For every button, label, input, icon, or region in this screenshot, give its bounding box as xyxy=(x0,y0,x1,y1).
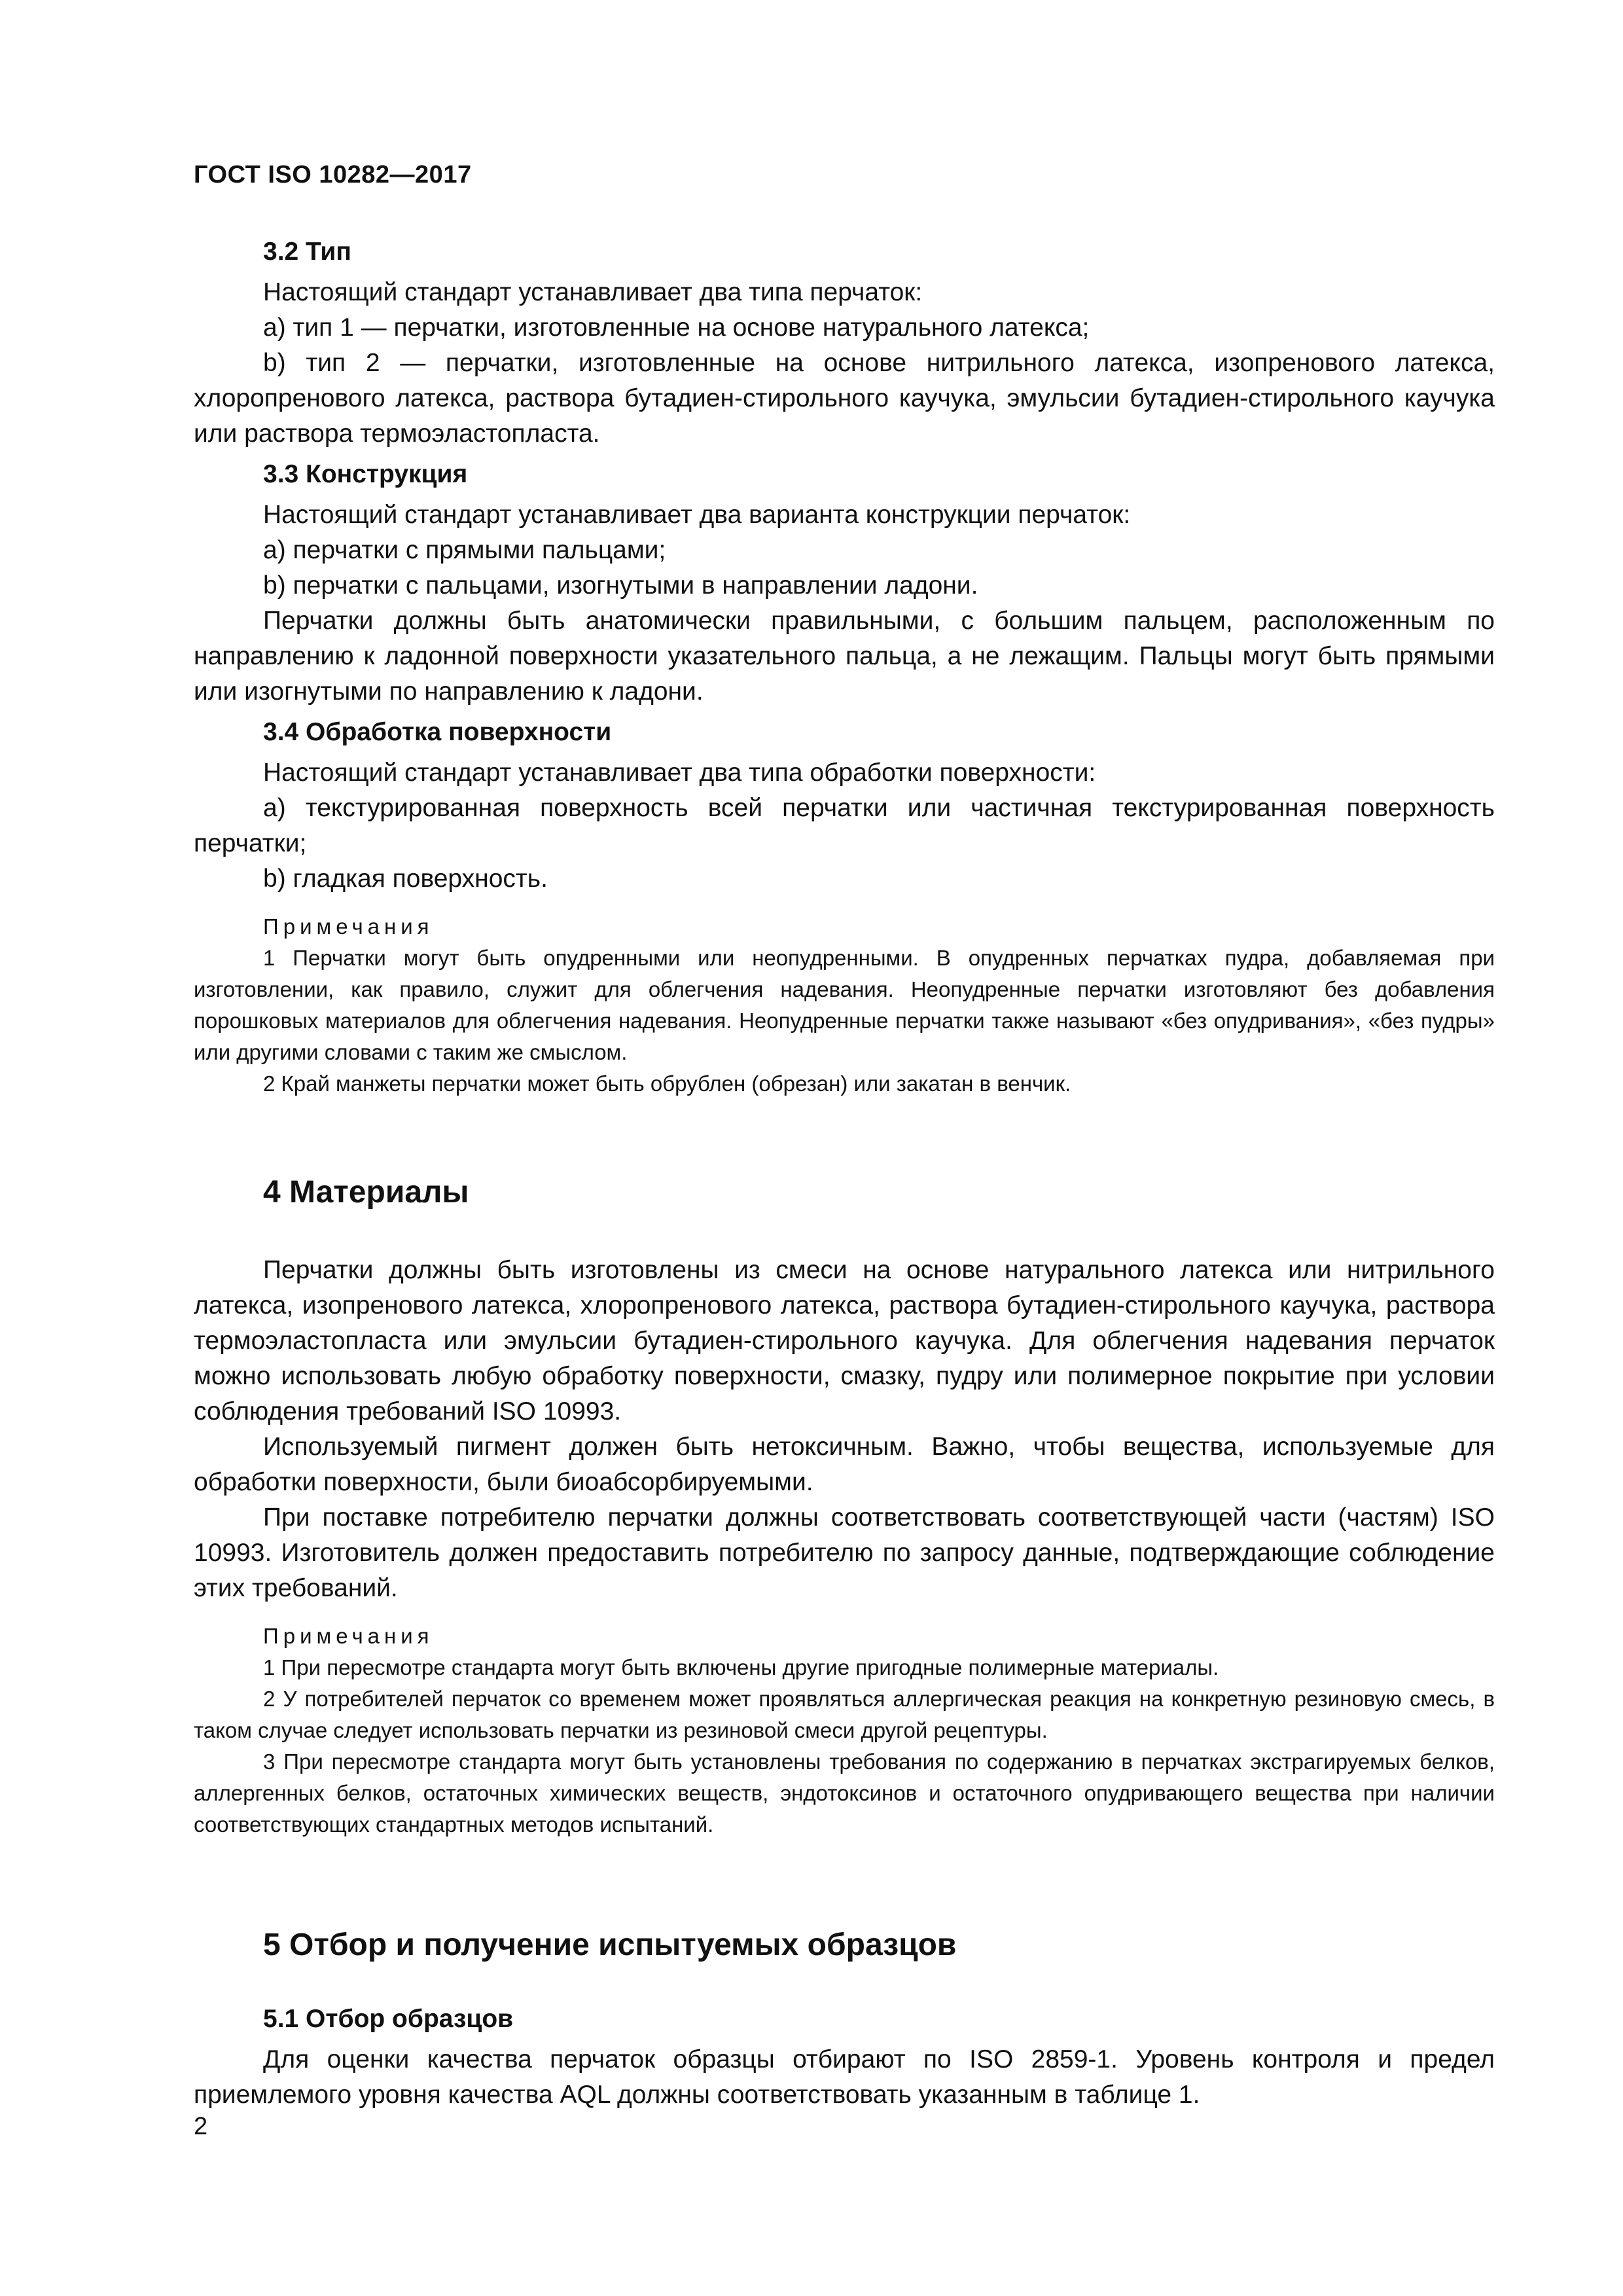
paragraph: Для оценки качества перчаток образцы отбирают по ISO 2859-1. Уровень контроля и предел приемлемого уровня качества AQL должны соответствовать указанным в таблице 1. xyxy=(194,2045,1495,2109)
list-item: a) тип 1 — перчатки, изготовленные на основе натурального латекса; xyxy=(263,314,1090,342)
paragraph: Перчатки должны быть изготовлены из смеси на основе натурального латекса или нитрильного латекса, изопренового латекса, хлоропренового латекса, раствора бутадиен-стирольного каучука, раствора термоэластопласта или эмульсии бутадиен-стирольного каучука. Для облегчения надевания перчаток можно использовать любую обработку поверхности, смазку, пудру или полимерное покрытие при условии соблюдения требований ISO 10993. xyxy=(194,1256,1495,1426)
note-item: 2 Край манжеты перчатки может быть обрублен (обрезан) или закатан в венчик. xyxy=(263,1071,1071,1096)
paragraph: Используемый пигмент должен быть нетоксичным. Важно, чтобы вещества, используемые для обработки поверхности, были биоабсорбируемыми. xyxy=(194,1433,1495,1496)
notes-title: Примечания xyxy=(263,1624,434,1648)
paragraph: При поставке потребителю перчатки должны соответствовать соответствующей части (частям) ISO 10993. Изготовитель должен предоставить потребителю по запросу данные, подтверждающие соблюдение этих требований. xyxy=(194,1503,1495,1602)
paragraph: Настоящий стандарт устанавливает два типа обработки поверхности: xyxy=(263,759,1096,787)
note-item: 3 При пересмотре стандарта могут быть установлены требования по содержанию в перчатках экстрагируемых белков, аллергенных белков, остаточных химических веществ, эндотоксинов и остаточного опудривающего вещества при наличии соответствующих стандартных методов испытаний. xyxy=(194,1749,1495,1837)
subsection-3-3-title: 3.3 Конструкция xyxy=(263,460,468,488)
notes-title: Примечания xyxy=(263,914,434,939)
note-item: 1 Перчатки могут быть опудренными или неопудренными. В опудренных перчатках пудра, добавляемая при изготовлении, как правило, служит для облегчения надевания. Неопудренные перчатки изготовляют без добавления порошковых материалов для облегчения надевания. Неопудренные перчатки также называют «без опудривания», «без пудры» или другими словами с таким же смыслом. xyxy=(194,946,1495,1064)
section-4-title: 4 Материалы xyxy=(263,1175,469,1210)
page-number: 2 xyxy=(194,2113,208,2140)
paragraph: Перчатки должны быть анатомически правильными, с большим пальцем, расположенным по направлению к ладонной поверхности указательного пальца, а не лежащим. Пальцы могут быть прямыми или изогнутыми по направлению к ладони. xyxy=(194,607,1495,706)
list-item: b) тип 2 — перчатки, изготовленные на основе нитрильного латекса, изопренового латекса, хлоропренового латекса, раствора бутадиен-стирольного каучука, эмульсии бутадиен-стирольного каучука или раствора термоэластопласта. xyxy=(194,349,1495,448)
list-item: a) перчатки с прямыми пальцами; xyxy=(263,536,666,564)
note-item: 2 У потребителей перчаток со временем может проявляться аллергическая реакция на конкретную резиновую смесь, в таком случае следует использовать перчатки из резиновой смеси другой рецептуры. xyxy=(194,1687,1495,1742)
subsection-3-4-title: 3.4 Обработка поверхности xyxy=(263,718,612,746)
list-item: b) гладкая поверхность. xyxy=(263,865,548,893)
list-item: a) текстурированная поверхность всей перчатки или частичная текстурированная поверхность перчатки; xyxy=(194,794,1495,857)
paragraph: Настоящий стандарт устанавливает два варианта конструкции перчаток: xyxy=(263,501,1131,529)
list-item: b) перчатки с пальцами, изогнутыми в направлении ладони. xyxy=(263,571,978,600)
document-body xyxy=(194,229,1495,2113)
subsection-5-1-title: 5.1 Отбор образцов xyxy=(263,2005,514,2033)
document-header: ГОСТ ISO 10282—2017 xyxy=(194,161,472,188)
section-5-title: 5 Отбор и получение испытуемых образцов xyxy=(263,1928,957,1962)
note-item: 1 При пересмотре стандарта могут быть включены другие пригодные полимерные материалы. xyxy=(263,1655,1219,1679)
paragraph: Настоящий стандарт устанавливает два типа перчаток: xyxy=(263,278,923,306)
subsection-3-2-title: 3.2 Тип xyxy=(263,238,351,266)
